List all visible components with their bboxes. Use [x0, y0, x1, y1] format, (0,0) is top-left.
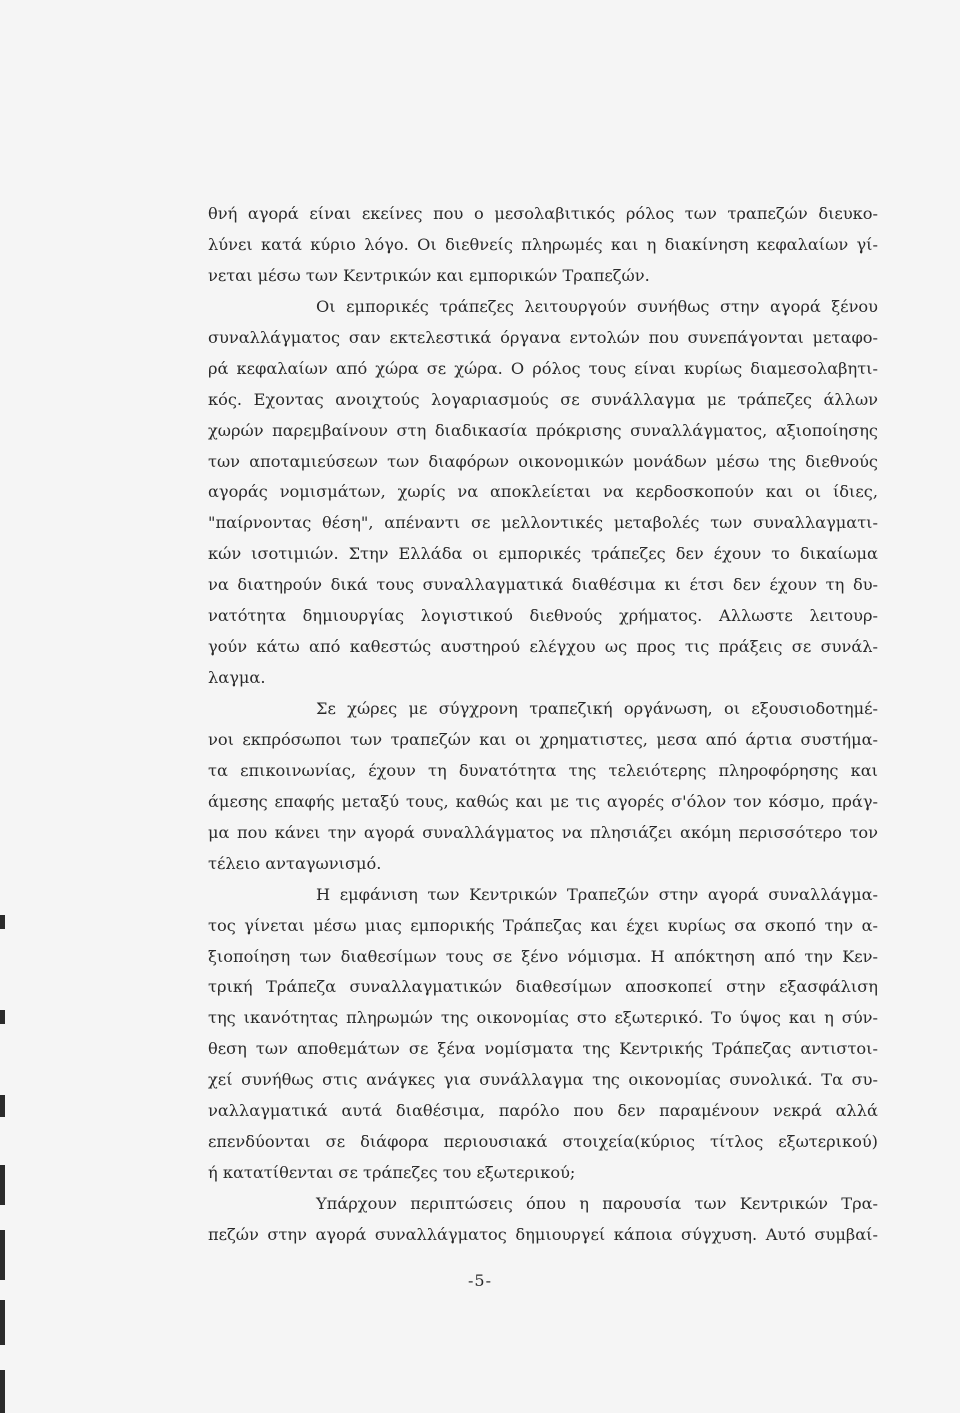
text-line: λύνει κατά κύριο λόγο. Οι διεθνείς πληρωμές και η διακίνηση κεφαλαίων γί- [208, 234, 878, 254]
text-line: Η εμφάνιση των Κεντρικών Τραπεζών στην αγορά συναλλάγμα- [316, 884, 878, 904]
scan-edge-mark [0, 1165, 5, 1205]
text-line: νεται μέσω των Κεντρικών και εμπορικών Τραπεζών. [208, 265, 650, 285]
text-line: άμεσης επαφής μεταξύ τους, καθώς και με τις αγορές σ'όλον τον κόσμο, πράγ- [208, 791, 878, 811]
text-line: αγοράς νομισμάτων, χωρίς να αποκλείεται να κερδοσκοπούν και οι ίδιες, [208, 482, 878, 502]
text-line: γούν κάτω από καθεστώς αυστηρού ελέγχου ως προς τις πράξεις σε συνάλ- [208, 637, 878, 657]
text-line: τέλειο ανταγωνισμό. [208, 853, 382, 873]
scan-edge-mark [0, 1010, 5, 1024]
text-line: χεί συνήθως στις ανάγκες για συνάλλαγμα της οικονομίας συνολικά. Τα συ- [208, 1070, 878, 1090]
text-line: τρική Τράπεζα συναλλαγματικών διαθεσίμων αποσκοπεί στην εξασφάλιση [208, 977, 878, 997]
text-line: θεση των αποθεμάτων σε ξένα νομίσματα της Κεντρικής Τράπεζας αντιστοι- [208, 1039, 878, 1059]
text-line: "παίρνοντας θέση", απέναντι σε μελλοντικές μεταβολές των συναλλαγματι- [208, 513, 878, 533]
text-line: νοι εκπρόσωποι των τραπεζών και οι χρηματιστες, μεσα από άρτια συστήμα- [208, 729, 878, 749]
scan-edge-mark [0, 1300, 5, 1345]
text-line: τα επικοινωνίας, έχουν τη δυνατότητα της τελειότερης πληροφόρησης και [208, 760, 878, 780]
scan-edge-mark [0, 1095, 5, 1117]
text-line: κός. Εχοντας ανοιχτούς λογαριασμούς σε συνάλλαγμα με τράπεζες άλλων [208, 389, 878, 409]
body-text [208, 199, 878, 1251]
page-number: -5- [468, 1271, 492, 1290]
text-line: συναλλάγματος σαν εκτελεστικά όργανα εντολών που συνεπάγονται μεταφο- [208, 327, 878, 347]
text-line: κών ισοτιμιών. Στην Ελλάδα οι εμπορικές τράπεζες δεν έχουν το δικαίωμα [208, 544, 878, 564]
text-line: Σε χώρες με σύγχρονη τραπεζική οργάνωση, οι εξουσιοδοτημέ- [316, 699, 878, 718]
scan-edge-mark [0, 915, 5, 929]
text-line: να διατηρούν δικά τους συναλλαγματικά διαθέσιμα κι έτσι δεν έχουν τη δυ- [208, 575, 878, 595]
text-line: νατότητα δημιουργίας λογιστικού διεθνούς χρήματος. Αλλωστε λειτουρ- [208, 606, 878, 626]
text-line: λαγμα. [208, 668, 266, 688]
text-line: ρά κεφαλαίων από χώρα σε χώρα. Ο ρόλος τους είναι κυρίως διαμεσολαβητι- [208, 358, 878, 378]
text-line: ή κατατίθενται σε τράπεζες του εξωτερικού; [208, 1163, 576, 1183]
text-line: θνή αγορά είναι εκείνες που ο μεσολαβιτικός ρόλος των τραπεζών διευκο- [208, 204, 878, 223]
text-line: Οι εμπορικές τράπεζες λειτουργούν συνήθως στην αγορά ξένου [316, 296, 878, 316]
text-line: των αποταμιεύσεων των διαφόρων οικονομικών μονάδων μέσω της διεθνούς [208, 451, 878, 471]
text-line: ναλλαγματικά αυτά διαθέσιμα, παρόλο που δεν παραμένουν νεκρά αλλά [208, 1101, 878, 1121]
text-line: επενδύονται σε διάφορα περιουσιακά στοιχεία(κύριος τίτλος εξωτερικού) [208, 1132, 878, 1152]
scan-edge-mark [0, 1370, 5, 1413]
text-line: χωρών παρεμβαίνουν στη διαδικασία πρόκρισης συναλλάγματος, αξιοποίησης [208, 420, 878, 440]
text-line: Υπάρχουν περιπτώσεις όπου η παρουσία των Κεντρικών Τρα- [316, 1194, 878, 1213]
text-line: μα που κάνει την αγορά συναλλάγματος να πλησιάζει ακόμη περισσότερο τον [208, 822, 878, 842]
text-line: τος γίνεται μέσω μιας εμπορικής Τράπεζας και έχει κυρίως σα σκοπό την α- [208, 915, 878, 935]
text-line: ξιοποίηση των διαθεσίμων τους σε ξένο νόμισμα. Η απόκτηση από την Κεν- [208, 946, 878, 966]
text-line: της ικανότητας πληρωμών της οικονομίας στο εξωτερικό. Το ύψος και η σύν- [208, 1008, 878, 1028]
text-line: πεζών στην αγορά συναλλάγματος δημιουργεί κάποια σύγχυση. Αυτό συμβαί- [208, 1224, 878, 1244]
